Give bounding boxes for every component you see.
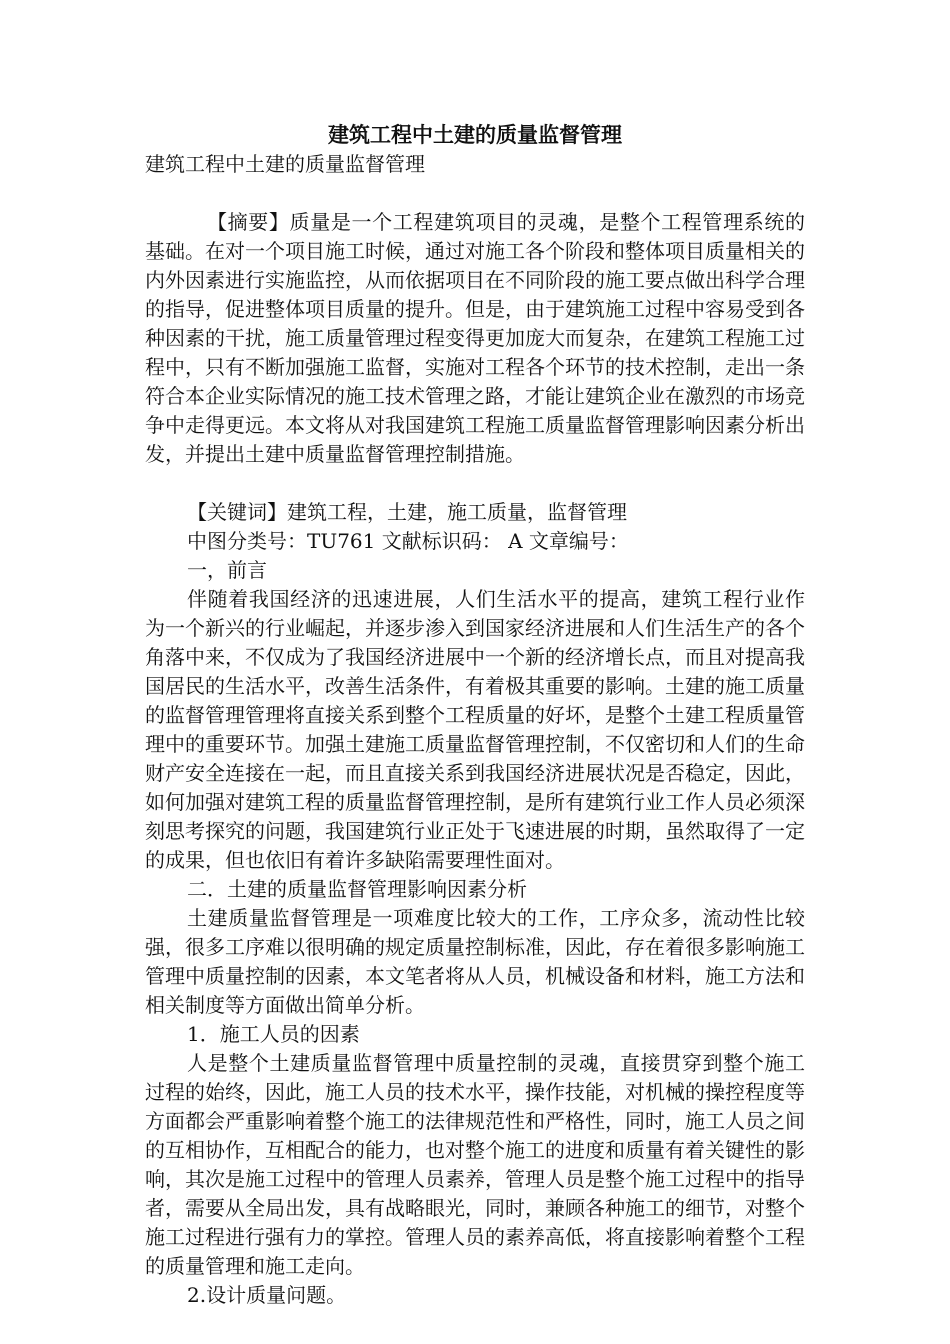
classification-line: 中图分类号：TU761 文献标识码： A 文章编号： [187, 529, 629, 553]
spacer [145, 469, 805, 498]
section-heading-introduction: 一，前言 [187, 558, 267, 582]
subsection-heading-design-quality: 2.设计质量问题。 [187, 1283, 347, 1307]
document-title: 建筑工程中土建的质量监督管理 [328, 122, 622, 147]
subsection-heading-personnel: 1．施工人员的因素 [187, 1022, 360, 1046]
factors-paragraph: 土建质量监督管理是一项难度比较大的工作，工序众多，流动性比较强，很多工序难以很明确的规定质量控制标准，因此，存在着很多影响施工管理中质量控制的因素，本文笔者将从人员，机械设备和材料，施工方法和相关制度等方面做出简单分析。 [145, 906, 805, 1017]
keywords-line: 【关键词】建筑工程，土建，施工质量，监督管理 [187, 500, 627, 524]
section-heading-factors: 二．土建的质量监督管理影响因素分析 [187, 877, 527, 901]
document-subtitle: 建筑工程中土建的质量监督管理 [145, 152, 425, 176]
spacer [145, 179, 805, 208]
personnel-paragraph: 人是整个土建质量监督管理中质量控制的灵魂，直接贯穿到整个施工过程的始终，因此，施工人员的技术水平，操作技能，对机械的操控程度等方面都会严重影响着整个施工的法律规范性和严格性，同时，施工人员之间的互相协作，互相配合的能力，也对整个施工的进度和质量有着关键性的影响，其次是施工过程中的管理人员素养，管理人员是整个施工过程中的指导者，需要从全局出发，具有战略眼光，同时，兼顾各种施工的细节，对整个施工过程进行强有力的掌控。管理人员的素养高低，将直接影响着整个工程的质量管理和施工走向。 [145, 1051, 805, 1278]
abstract-paragraph: 【摘要】质量是一个工程建筑项目的灵魂，是整个工程管理系统的基础。在对一个项目施工时候，通过对施工各个阶段和整体项目质量相关的内外因素进行实施监控，从而依据项目在不同阶段的施工要点做出科学合理的指导，促进整体项目质量的提升。但是，由于建筑施工过程中容易受到各种因素的干扰，施工质量管理过程变得更加庞大而复杂，在建筑工程施工过程中，只有不断加强施工监督，实施对工程各个环节的技术控制，走出一条符合本企业实际情况的施工技术管理之路，才能让建筑企业在激烈的市场竞争中走得更远。本文将从对我国建筑工程施工质量监督管理影响因素分析出发，并提出土建中质量监督管理控制措施。 [145, 210, 805, 466]
document-page [145, 120, 805, 1310]
introduction-paragraph: 伴随着我国经济的迅速进展，人们生活水平的提高，建筑工程行业作为一个新兴的行业崛起，并逐步渗入到国家经济进展和人们生活生产的各个角落中来，不仅成为了我国经济进展中一个新的经济增长点，而且对提高我国居民的生活水平，改善生活条件，有着极其重要的影响。土建的施工质量的监督管理管理将直接关系到整个工程质量的好坏，是整个土建工程质量管理中的重要环节。加强土建施工质量监督管理控制，不仅密切和人们的生命财产安全连接在一起，而且直接关系到我国经济进展状况是否稳定，因此，如何加强对建筑工程的质量监督管理控制，是所有建筑行业工作人员必须深刻思考探究的问题，我国建筑行业正处于飞速进展的时期，虽然取得了一定的成果，但也依旧有着许多缺陷需要理性面对。 [145, 587, 805, 872]
